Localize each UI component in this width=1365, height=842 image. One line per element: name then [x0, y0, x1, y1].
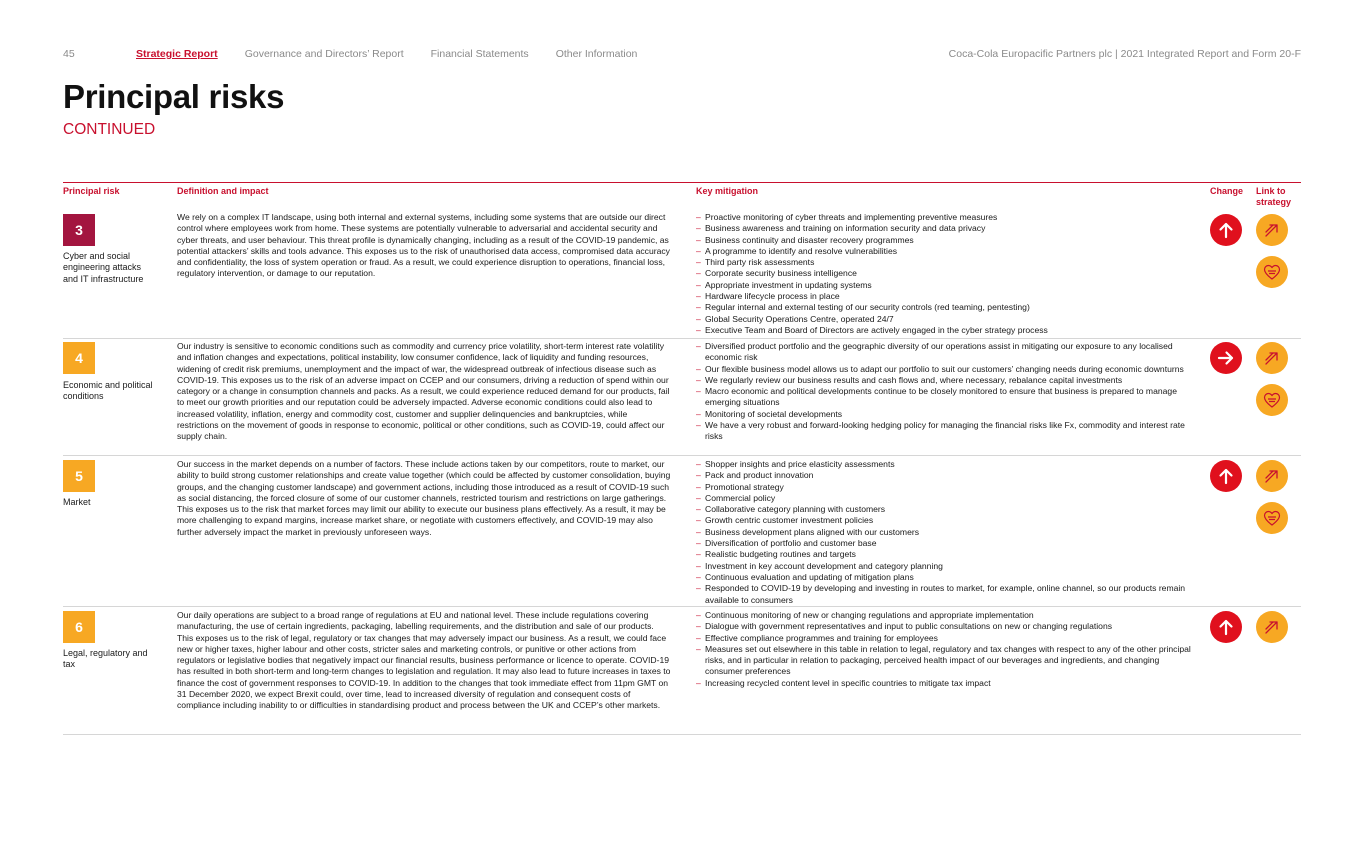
mitigation-list: [696, 212, 1192, 336]
mitigation-item: – Business awareness and training on information security and data privacy: [696, 223, 1192, 234]
nav-strategic-report[interactable]: Strategic Report: [136, 48, 218, 60]
heart-icon: [1256, 384, 1288, 416]
risk-number-badge: 3: [63, 214, 95, 246]
mitigation-item: – Macro economic and political developments continue to be closely monitored to ensure that business is prepared to manage emerging situations: [696, 386, 1192, 409]
risk-name: Legal, regulatory and tax: [63, 648, 148, 670]
mitigation-item: – Continuous monitoring of new or changing regulations and appropriate implementation: [696, 610, 1192, 621]
mitigation-item: – Realistic budgeting routines and targets: [696, 549, 1192, 560]
mitigation-item: – Growth centric customer investment policies: [696, 515, 1192, 526]
mitigation-item: – We regularly review our business results and cash flows and, where necessary, rebalance capital investments: [696, 375, 1192, 386]
header-link-to-strategy: Link to strategy: [1256, 186, 1292, 207]
mitigation-item: – Diversified product portfolio and the geographic diversity of our operations assist in mitigating our exposure to any localised economic risk: [696, 341, 1192, 364]
table-top-rule: [63, 182, 1301, 183]
risk-name: Cyber and social engineering attacks and IT infrastructure: [63, 251, 144, 284]
risk-number-badge: 5: [63, 460, 95, 492]
risk-name: Economic and political conditions: [63, 380, 153, 402]
page-subtitle: CONTINUED: [63, 121, 156, 138]
mitigation-item: – Responded to COVID-19 by developing and investing in routes to market, for example, online channel, so our products remain available to consumers: [696, 583, 1192, 606]
nav-governance[interactable]: Governance and Directors’ Report: [244, 48, 404, 60]
risk-definition: Our industry is sensitive to economic conditions such as commodity and currency price volatility, short-term interest rate volatility and inflation changes and expectations, political instability, low consumer confidence, lack of liquidity and funding resources, widening of credit risk premiums, unemployment and the impact of war, the widespread outbreak of infectious disease such as COVID-19. This exposes us to the risk of an adverse impact on CCEP and our consumers, driving a reduction of spend within our category or a change in consumption channels and packs. As a result, we could experience reduced demand for our products, fail to meet our growth priorities and our reputation could be adversely impacted. Adverse economic conditions could also lead to increased volatility, inflation, energy and commodity cost, customer and supplier delinquencies and bankruptcies, while restrictions on the movement of goods in response to economic, political or other conditions, such as COVID-19, could affect our supply chain.: [177, 341, 670, 442]
row-divider: [63, 455, 1301, 456]
nav-other-information[interactable]: Other Information: [555, 48, 638, 60]
mitigation-item: – Corporate security business intelligence: [696, 268, 1192, 279]
mitigation-item: – Appropriate investment in updating systems: [696, 280, 1192, 291]
page-number: 45: [63, 48, 75, 60]
document-title: Coca-Cola Europacific Partners plc | 2021 Integrated Report and Form 20-F: [948, 48, 1301, 60]
mitigation-item: – Monitoring of societal developments: [696, 409, 1192, 420]
top-bar: [63, 48, 1301, 62]
mitigation-list: [696, 341, 1192, 443]
mitigation-item: – Collaborative category planning with customers: [696, 504, 1192, 515]
mitigation-item: – Pack and product innovation: [696, 470, 1192, 481]
mitigation-list: [696, 610, 1192, 689]
risk-name: Market: [63, 497, 91, 507]
mitigation-item: – Business continuity and disaster recovery programmes: [696, 235, 1192, 246]
mitigation-item: – Commercial policy: [696, 493, 1192, 504]
risk-definition: We rely on a complex IT landscape, using both internal and external systems, including some systems that are outside our direct control where employees work from home. These systems are potentially vulnerable to adversarial and accidental security and cyber threats, and user behaviour. This threat profile is dynamically changing, including as a result of the COVID-19 pandemic, as potential attackers’ skills and tools advance. This exposes us to the risk of unauthorised data access, compromised data accuracy and confidentiality, the loss of system operation or fraud. As a result, we could experience disruption to operations, financial loss, regulatory intervention, or damage to our reputation.: [177, 212, 670, 279]
growth-arrow-icon: [1256, 611, 1288, 643]
mitigation-item: – Hardware lifecycle process in place: [696, 291, 1192, 302]
mitigation-item: – Shopper insights and price elasticity assessments: [696, 459, 1192, 470]
row-divider: [63, 338, 1301, 339]
arrow-right-icon: [1210, 342, 1242, 374]
nav-financial-statements[interactable]: Financial Statements: [430, 48, 529, 60]
mitigation-item: – Third party risk assessments: [696, 257, 1192, 268]
row-divider: [63, 606, 1301, 607]
arrow-up-icon: [1210, 611, 1242, 643]
mitigation-item: – Our flexible business model allows us to adapt our portfolio to suit our customers’ changing needs during economic downturns: [696, 364, 1192, 375]
growth-arrow-icon: [1256, 460, 1288, 492]
mitigation-item: – Effective compliance programmes and training for employees: [696, 633, 1192, 644]
growth-arrow-icon: [1256, 214, 1288, 246]
growth-arrow-icon: [1256, 342, 1288, 374]
row-divider: [63, 734, 1301, 735]
header-key-mitigation: Key mitigation: [696, 186, 759, 196]
heart-icon: [1256, 502, 1288, 534]
arrow-up-icon: [1210, 214, 1242, 246]
header-principal-risk: Principal risk: [63, 186, 120, 196]
mitigation-item: – Dialogue with government representatives and input to public consultations on new or changing regulations: [696, 621, 1192, 632]
mitigation-list: [696, 459, 1192, 606]
page-title: Principal risks: [63, 78, 285, 115]
mitigation-item: – Continuous evaluation and updating of mitigation plans: [696, 572, 1192, 583]
mitigation-item: – Investment in key account development and category planning: [696, 561, 1192, 572]
header-definition: Definition and impact: [177, 186, 269, 196]
mitigation-item: – Measures set out elsewhere in this table in relation to legal, regulatory and tax changes with respect to any of the other principal risks, and in particular in relation to packaging, perceived health impact of our beverages and ingredients, and changing consumer preferences: [696, 644, 1192, 678]
risk-definition: Our success in the market depends on a number of factors. These include actions taken by our competitors, route to market, our ability to build strong customer relationships and create value together (which could be affected by customer consolidation, buying groups, and the changing customer landscape) and government actions, including those introduced as a result of COVID-19 such as social distancing, the forced closure of some of our customer channels, restricted tourism and restrictions on large gatherings. This exposes us to the risk that market forces may limit our ability to execute our business plans effectively. As a result, it may be more challenging to expand margins, increase market share, or negotiate with customers effectively, and COVID-19 may also further adversely impact the market in previously unforeseen ways.: [177, 459, 671, 537]
risk-number-badge: 4: [63, 342, 95, 374]
arrow-up-icon: [1210, 460, 1242, 492]
mitigation-item: – Proactive monitoring of cyber threats and implementing preventive measures: [696, 212, 1192, 223]
header-change: Change: [1210, 186, 1244, 196]
mitigation-item: – Global Security Operations Centre, operated 24/7: [696, 314, 1192, 325]
mitigation-item: – We have a very robust and forward-looking hedging policy for managing the financial risks like Fx, commodity and interest rate risks: [696, 420, 1192, 443]
risk-definition: Our daily operations are subject to a broad range of regulations at EU and national level. These include regulations covering manufacturing, the use of certain ingredients, packaging, labelling requirements, and the distribution and sale of our products. This exposes us to the risk of legal, regulatory or tax changes that may adversely impact our business. As a result, we could face new or higher taxes, higher labour and other costs, stricter sales and marketing controls, or punitive or other actions from regulators or legislative bodies that negatively impact our financial results, business performance or licence to operate. COVID-19 has resulted in both short-term and long-term changes to legislation and regulation. It may also lead to future increases in taxes to finance the cost of government responses to COVID-19. In addition to the changes that took immediate effect from 11pm GMT on 31 December 2020, we expect Brexit could, over time, lead to increased diversity of regulation and consequent costs of compliance including inability to or difficulties in standardising product and process between the UK and CCEP’s other markets.: [177, 610, 671, 711]
risk-number-badge: 6: [63, 611, 95, 643]
mitigation-item: – Increasing recycled content level in specific countries to mitigate tax impact: [696, 678, 1192, 689]
section-nav: [136, 48, 664, 60]
mitigation-item: – A programme to identify and resolve vulnerabilities: [696, 246, 1192, 257]
mitigation-item: – Business development plans aligned with our customers: [696, 527, 1192, 538]
mitigation-item: – Diversification of portfolio and customer base: [696, 538, 1192, 549]
mitigation-item: – Promotional strategy: [696, 482, 1192, 493]
mitigation-item: – Executive Team and Board of Directors are actively engaged in the cyber strategy process: [696, 325, 1192, 336]
heart-icon: [1256, 256, 1288, 288]
mitigation-item: – Regular internal and external testing of our security controls (red teaming, pentesting): [696, 302, 1192, 313]
